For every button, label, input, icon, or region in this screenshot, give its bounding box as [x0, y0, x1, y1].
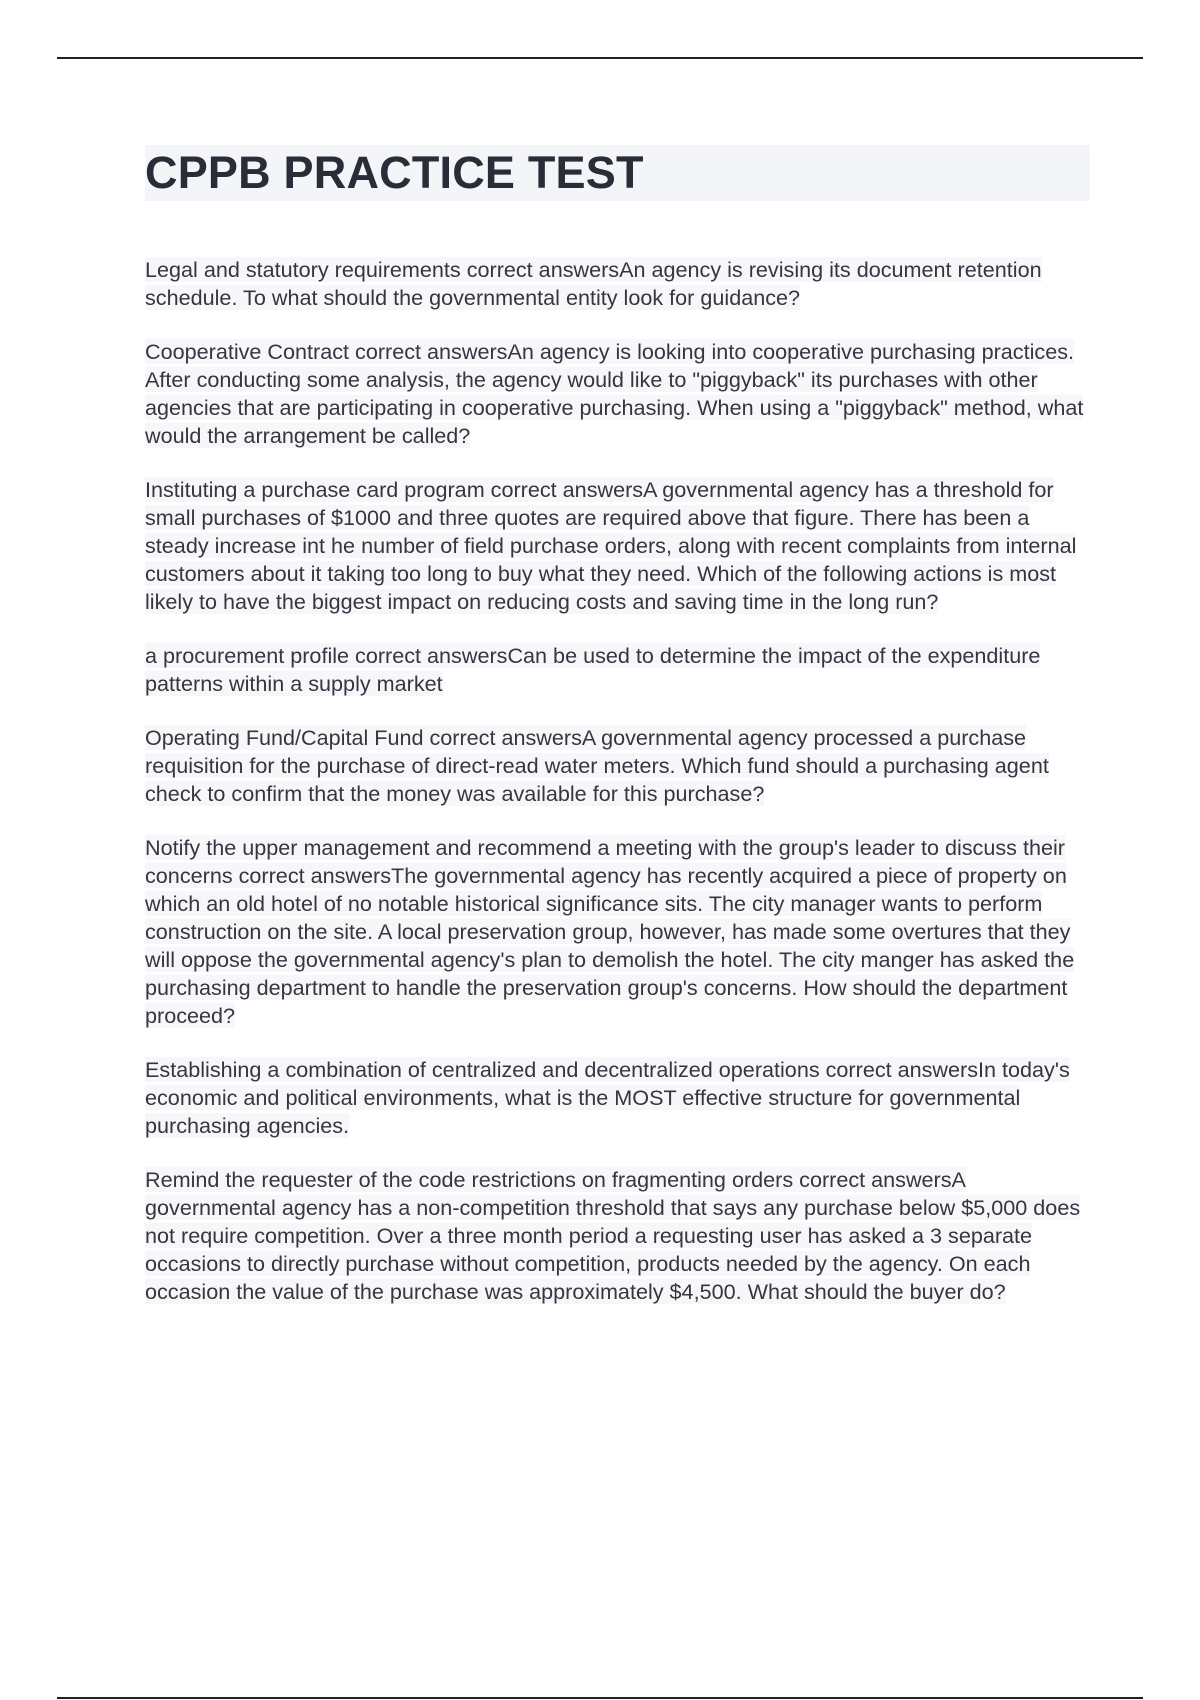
- qa-entry-text: Cooperative Contract correct answersAn agency is looking into cooperative purchasing practices. After conducting some analysis, the agency would like to "piggyback" its purchases with other agencies that are participating in cooperative purchasing. When using a "piggyback" method, what would the arrangement be called?: [145, 339, 1084, 448]
- qa-list: [145, 256, 1090, 1306]
- qa-entry: [145, 834, 1090, 1030]
- qa-entry-text: Instituting a purchase card program correct answersA governmental agency has a threshold for small purchases of $1000 and three quotes are required above that figure. There has been a steady increase int he number of field purchase orders, along with recent complaints from internal customers about it taking too long to buy what they need. Which of the following actions is most likely to have the biggest impact on reducing costs and saving time in the long run?: [145, 477, 1077, 614]
- qa-entry-text: Establishing a combination of centralized and decentralized operations correct answersIn today's economic and political environments, what is the MOST effective structure for governmental purchasing agencies.: [145, 1057, 1070, 1138]
- bottom-divider: [57, 1697, 1143, 1699]
- qa-entry: [145, 1166, 1090, 1306]
- qa-entry: [145, 1056, 1090, 1140]
- qa-entry-text: Legal and statutory requirements correct answersAn agency is revising its document retention schedule. To what should the governmental entity look for guidance?: [145, 257, 1042, 310]
- qa-entry-text: Operating Fund/Capital Fund correct answersA governmental agency processed a purchase requisition for the purchase of direct-read water meters. Which fund should a purchasing agent check to confirm that the money was available for this purchase?: [145, 725, 1049, 806]
- qa-entry-text: Remind the requester of the code restrictions on fragmenting orders correct answersA governmental agency has a non-competition threshold that says any purchase below $5,000 does not require competition. Over a three month period a requesting user has asked a 3 separate occasions to directly purchase without competition, products needed by the agency. On each occasion the value of the purchase was approximately $4,500. What should the buyer do?: [145, 1167, 1081, 1304]
- qa-entry: [145, 476, 1090, 616]
- document-body: [145, 145, 1090, 1332]
- page-title: CPPB PRACTICE TEST: [145, 145, 1090, 201]
- qa-entry: [145, 256, 1090, 312]
- top-divider: [57, 57, 1143, 59]
- qa-entry-text: Notify the upper management and recommend a meeting with the group's leader to discuss their concerns correct answersThe governmental agency has recently acquired a piece of property on which an old hotel of no notable historical significance sits. The city manager wants to perform construction on the site. A local preservation group, however, has made some overtures that they will oppose the governmental agency's plan to demolish the hotel. The city manger has asked the purchasing department to handle the preservation group's concerns. How should the department proceed?: [145, 835, 1075, 1028]
- qa-entry: [145, 338, 1090, 450]
- qa-entry: [145, 724, 1090, 808]
- qa-entry: [145, 642, 1090, 698]
- qa-entry-text: a procurement profile correct answersCan be used to determine the impact of the expenditure patterns within a supply market: [145, 643, 1041, 696]
